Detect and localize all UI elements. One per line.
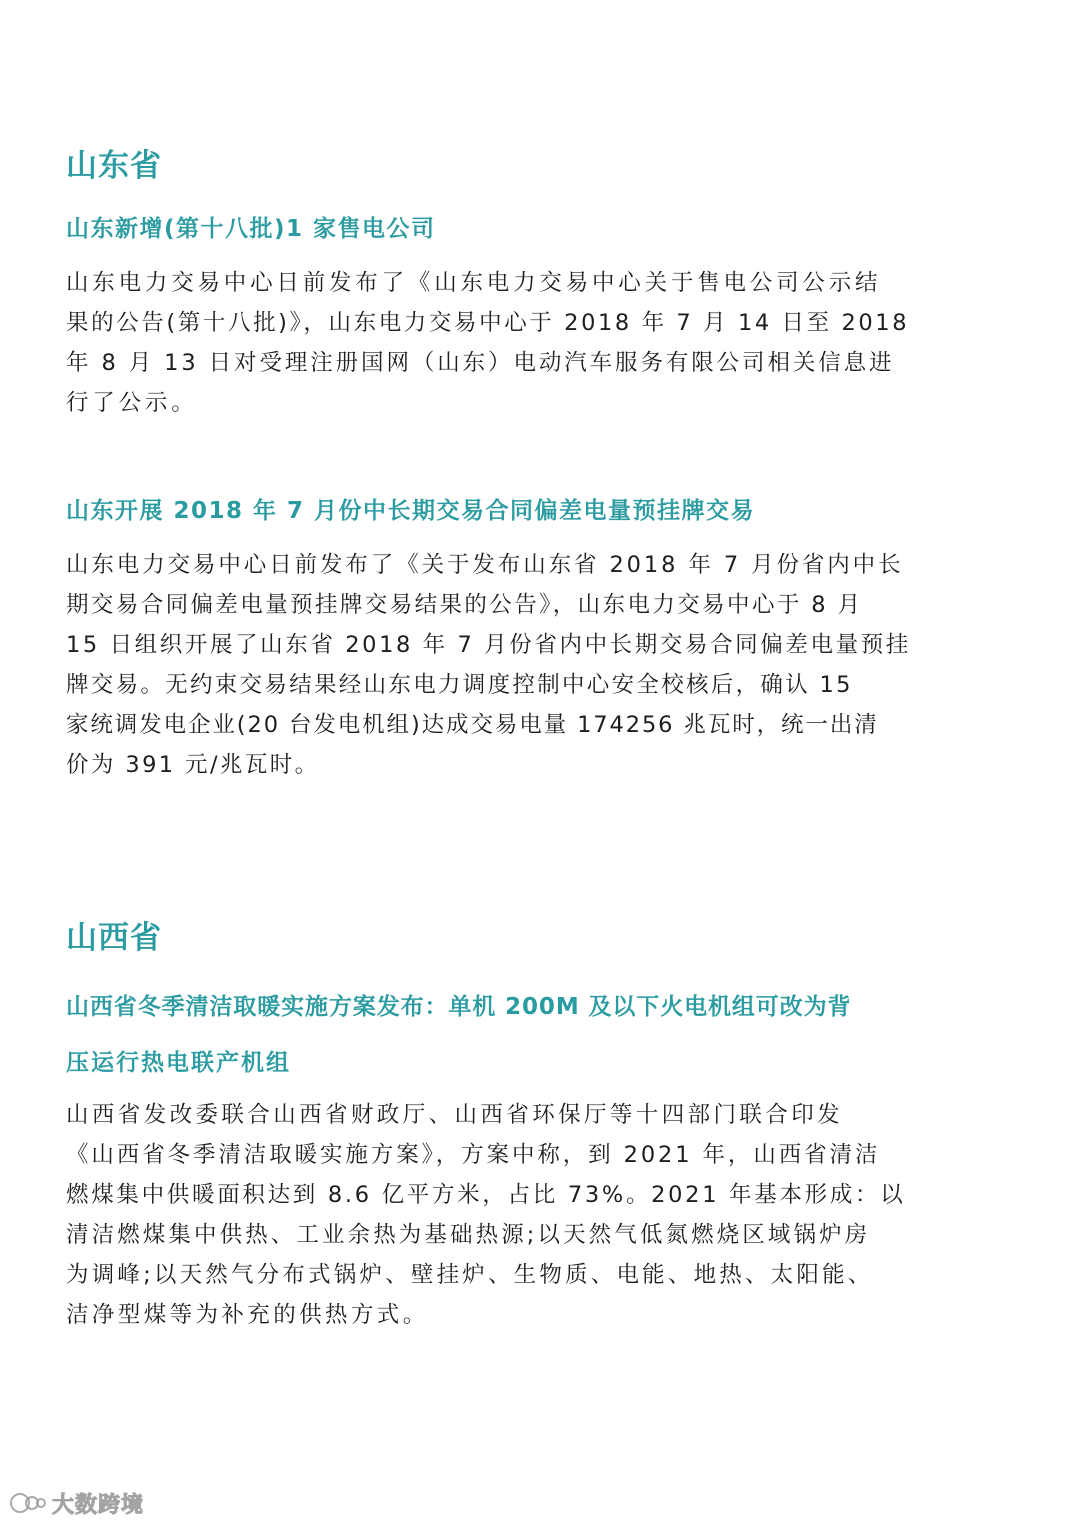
article-body-line: 山西省发改委联合山西省财政厅、山西省环保厅等十四部门联合印发	[66, 1102, 844, 1128]
section-title: 山西省	[66, 920, 162, 956]
article-body-line: 年 8 月 13 日对受理注册国网（山东）电动汽车服务有限公司相关信息进	[66, 350, 895, 376]
article-headline: 山东新增(第十八批)1 家售电公司	[66, 216, 436, 242]
article-body-line: 牌交易。无约束交易结果经山东电力调度控制中心安全校核后，确认 15	[66, 672, 853, 698]
article-body-line: 山东电力交易中心日前发布了《山东电力交易中心关于售电公司公示结	[66, 270, 882, 296]
article-body-line: 清洁燃煤集中供热、工业余热为基础热源;以天然气低氮燃烧区域锅炉房	[66, 1222, 871, 1248]
article-body-line: 家统调发电企业(20 台发电机组)达成交易电量 174256 兆瓦时，统一出清	[66, 712, 879, 738]
article-headline: 山东开展 2018 年 7 月份中长期交易合同偏差电量预挂牌交易	[66, 498, 756, 524]
article-body-line: 15 日组织开展了山东省 2018 年 7 月份省内中长期交易合同偏差电量预挂	[66, 632, 911, 658]
article-body-line: 山东电力交易中心日前发布了《关于发布山东省 2018 年 7 月份省内中长	[66, 552, 904, 578]
article-body-line: 期交易合同偏差电量预挂牌交易结果的公告》，山东电力交易中心于 8 月	[66, 592, 863, 618]
article-headline: 山西省冬季清洁取暖实施方案发布：单机 200M 及以下火电机组可改为背	[66, 994, 852, 1020]
article-body-line: 洁净型煤等为补充的供热方式。	[66, 1302, 429, 1328]
article-body-line: 行了公示。	[66, 390, 198, 416]
article-body-line: 燃煤集中供暖面积达到 8.6 亿平方米，占比 73%。2021 年基本形成：以	[66, 1182, 906, 1208]
brand-logo-icon	[8, 1490, 48, 1516]
section-title: 山东省	[66, 148, 162, 184]
article-body-line: 《山西省冬季清洁取暖实施方案》，方案中称，到 2021 年，山西省清洁	[66, 1142, 881, 1168]
article-body-line: 为调峰;以天然气分布式锅炉、壁挂炉、生物质、电能、地热、太阳能、	[66, 1262, 874, 1288]
watermark	[8, 1488, 144, 1518]
article-body-line: 价为 391 元/兆瓦时。	[66, 752, 320, 778]
article-headline: 压运行热电联产机组	[66, 1050, 291, 1076]
article-body-line: 果的公告(第十八批)》，山东电力交易中心于 2018 年 7 月 14 日至 2018	[66, 310, 910, 336]
watermark-text: 大数跨境	[52, 1492, 145, 1518]
